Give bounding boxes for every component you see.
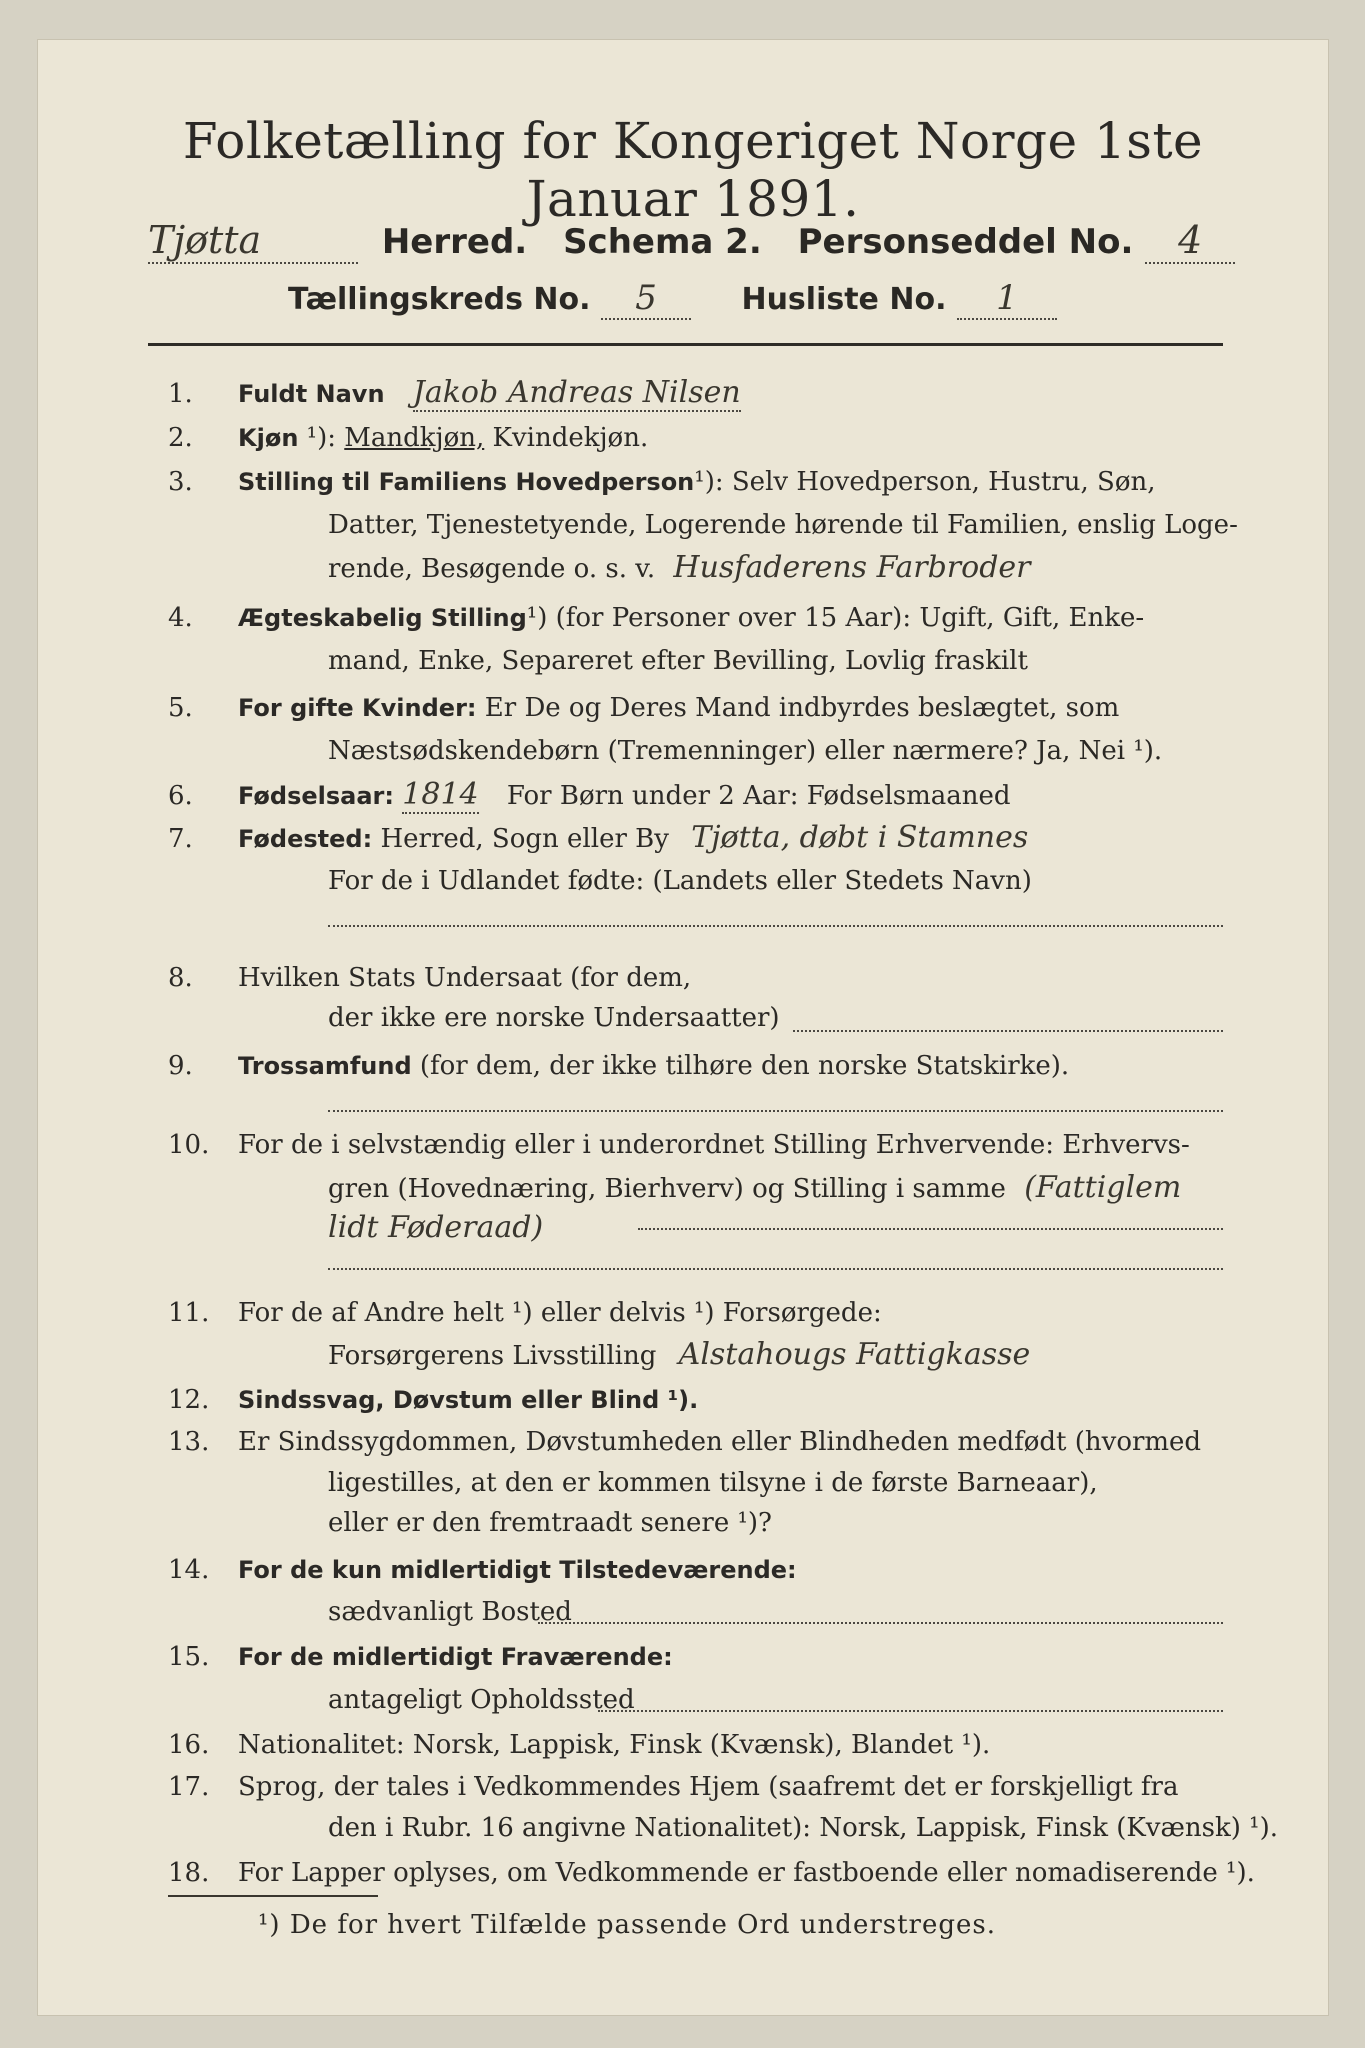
item-11: 11. For de af Andre helt ¹) eller delvis ¹) Forsørgede: [168,1298,882,1328]
dotted-line [598,1710,1223,1712]
taellingskreds-label: Tællingskreds No. [288,282,591,317]
item-1: 1. Fuldt Navn Jakob Andreas Nilsen [168,375,741,410]
item-5-line2: Næstsødskendebørn (Tremenninger) eller nærmere? Ja, Nei ¹). [328,736,1163,766]
dotted-line [328,1110,1223,1112]
item-3-line3: rende, Besøgende o. s. v. Husfaderens Farbroder [328,550,1031,585]
item-13-line2: ligestilles, at den er kommen tilsyne i de første Barneaar), [328,1468,1098,1498]
item-10-line2: gren (Hovednæring, Bierhverv) og Stilling i samme (Fattiglem [328,1170,1182,1205]
gender-selected: Mandkjøn, [344,423,485,453]
item-13: 13. Er Sindssygdommen, Døvstumheden eller Blindheden medfødt (hvormed [168,1427,1202,1457]
provider-answer: Alstahougs Fattigkasse [678,1337,1031,1372]
item-15: 15. For de midlertidigt Fraværende: [168,1642,673,1672]
item-15-line2: antageligt Opholdssted [328,1685,635,1715]
item-14: 14. For de kun midlertidigt Tilstedeværende: [168,1555,797,1585]
husliste-label: Husliste No. [741,282,947,317]
item-5: 5. For gifte Kvinder: Er De og Deres Mand indbyrdes beslægtet, som [168,693,1120,723]
dotted-line [538,1622,1223,1624]
dotted-line [328,1268,1223,1270]
personseddel-label: Personseddel No. [797,222,1134,262]
item-2: 2. Kjøn ¹): Mandkjøn, Kvindekjøn. [168,423,649,453]
item-7-line2: For de i Udlandet fødte: (Landets eller Stedets Navn) [328,866,1032,896]
item-14-line2: sædvanligt Bosted [328,1597,572,1627]
herred-line [148,218,1235,264]
item-9: 9. Trossamfund (for dem, der ikke tilhøre den norske Statskirke). [168,1051,1070,1081]
item-10: 10. For de i selvstændig eller i underordnet Stilling Erhvervende: Erhvervs- [168,1130,1190,1160]
item-4-line2: mand, Enke, Separeret efter Bevilling, Lovlig fraskilt [328,646,1028,676]
item-7: 7. Fødested: Herred, Sogn eller By Tjøtta, døbt i Stamnes [168,820,1029,855]
item-4: 4. Ægteskabelig Stilling¹) (for Personer over 15 Aar): Ugift, Gift, Enke- [168,603,1145,633]
item-10-line3 [328,1208,543,1249]
taellingskreds-line [288,278,1057,320]
name-answer: Jakob Andreas Nilsen [412,375,741,410]
dotted-line [328,925,1223,927]
dotted-line [793,1030,1223,1032]
item-3-line2: Datter, Tjenestetyende, Logerende hørende til Familien, enslig Loge- [328,510,1238,540]
schema-label: Schema 2. [563,222,762,262]
item-8: 8. Hvilken Stats Undersaat (for dem, [168,963,692,993]
birth-year-answer: 1814 [402,777,479,812]
item-16: 16. Nationalitet: Norsk, Lappisk, Finsk (Kvænsk), Blandet ¹). [168,1730,991,1760]
herred-label: Herred. [381,222,528,262]
item-6: 6. Fødselsaar: 1814 For Børn under 2 Aar: Fødselsmaaned [168,777,1011,812]
footnote: ¹) De for hvert Tilfælde passende Ord understreges. [258,1910,997,1940]
personseddel-value: 4 [1145,218,1235,264]
birthplace-answer: Tjøtta, døbt i Stamnes [691,820,1029,855]
item-18: 18. For Lapper oplyses, om Vedkommende er fastboende eller nomadiserende ¹). [168,1858,1255,1888]
item-8-line2: der ikke ere norske Undersaatter) [328,1003,780,1033]
form-title: Folketælling for Kongeriget Norge 1ste Januar 1891. [182,112,1204,228]
item-13-line3: eller er den fremtraadt senere ¹)? [328,1508,772,1538]
census-form-sheet [38,40,1328,2015]
header-divider [148,343,1223,346]
item-12: 12. Sindssvag, Døvstum eller Blind ¹). [168,1385,699,1415]
husliste-value: 1 [957,278,1057,320]
family-position-answer: Husfaderens Farbroder [673,550,1031,585]
dotted-line [638,1228,1223,1230]
footnote-rule [168,1895,378,1897]
occupation-answer-2: lidt Føderaad) [328,1210,544,1245]
item-11-line2: Forsørgerens Livsstilling Alstahougs Fattigkasse [328,1337,1031,1372]
item-17-line2: den i Rubr. 16 angivne Nationalitet): Norsk, Lappisk, Finsk (Kvænsk) ¹). [328,1813,1279,1843]
occupation-answer-1: (Fattiglem [1024,1170,1182,1205]
taellingskreds-value: 5 [601,278,691,320]
herred-value: Tjøtta [148,218,358,264]
item-17: 17. Sprog, der tales i Vedkommendes Hjem (saafremt det er forskjelligt fra [168,1772,1179,1802]
item-3: 3. Stilling til Familiens Hovedperson¹): Selv Hovedperson, Hustru, Søn, [168,467,1156,497]
